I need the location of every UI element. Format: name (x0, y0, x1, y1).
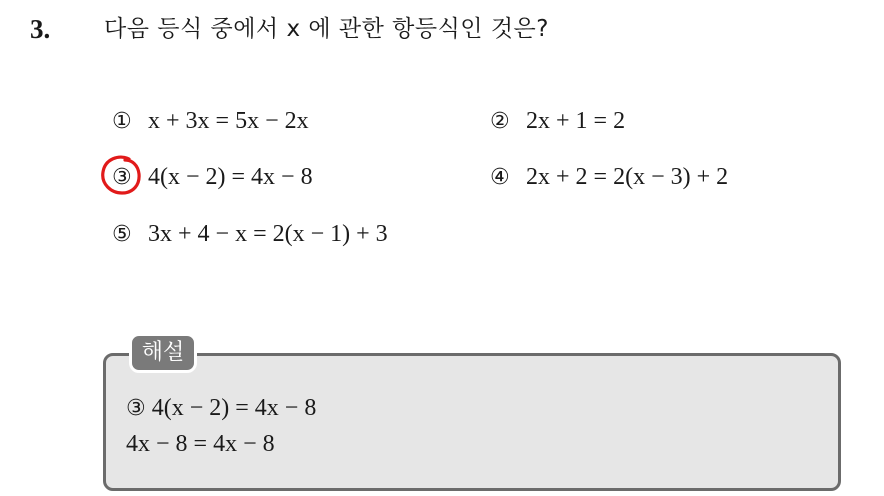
option-1-equation: x + 3x = 5x − 2x (148, 108, 309, 134)
option-2-mark: ② (490, 109, 510, 134)
option-5-mark: ⑤ (112, 222, 132, 247)
option-4-equation: 2x + 2 = 2(x − 3) + 2 (526, 164, 729, 190)
option-1[interactable] (112, 104, 309, 139)
option-3-mark: ③ (112, 165, 132, 190)
option-1-mark: ① (112, 109, 132, 134)
option-3[interactable] (112, 160, 313, 195)
option-4-mark: ④ (490, 165, 510, 190)
option-2[interactable] (490, 104, 625, 139)
option-2-equation: 2x + 1 = 2 (526, 108, 626, 134)
solution-answer-equation: 4(x − 2) = 4x − 8 (151, 395, 317, 421)
option-5[interactable] (112, 217, 388, 252)
solution-work: 4x − 8 = 4x − 8 (126, 431, 275, 457)
question-number: 3. (30, 14, 51, 44)
question-text: 다음 등식 중에서 x 에 관한 항등식인 것은? (104, 16, 549, 42)
option-4[interactable] (490, 160, 728, 195)
solution-label: 해설 (129, 333, 197, 373)
solution-answer (126, 392, 316, 425)
option-5-equation: 3x + 4 − x = 2(x − 1) + 3 (148, 221, 388, 247)
solution-answer-mark: ③ (126, 396, 146, 421)
option-3-equation: 4(x − 2) = 4x − 8 (148, 164, 313, 190)
